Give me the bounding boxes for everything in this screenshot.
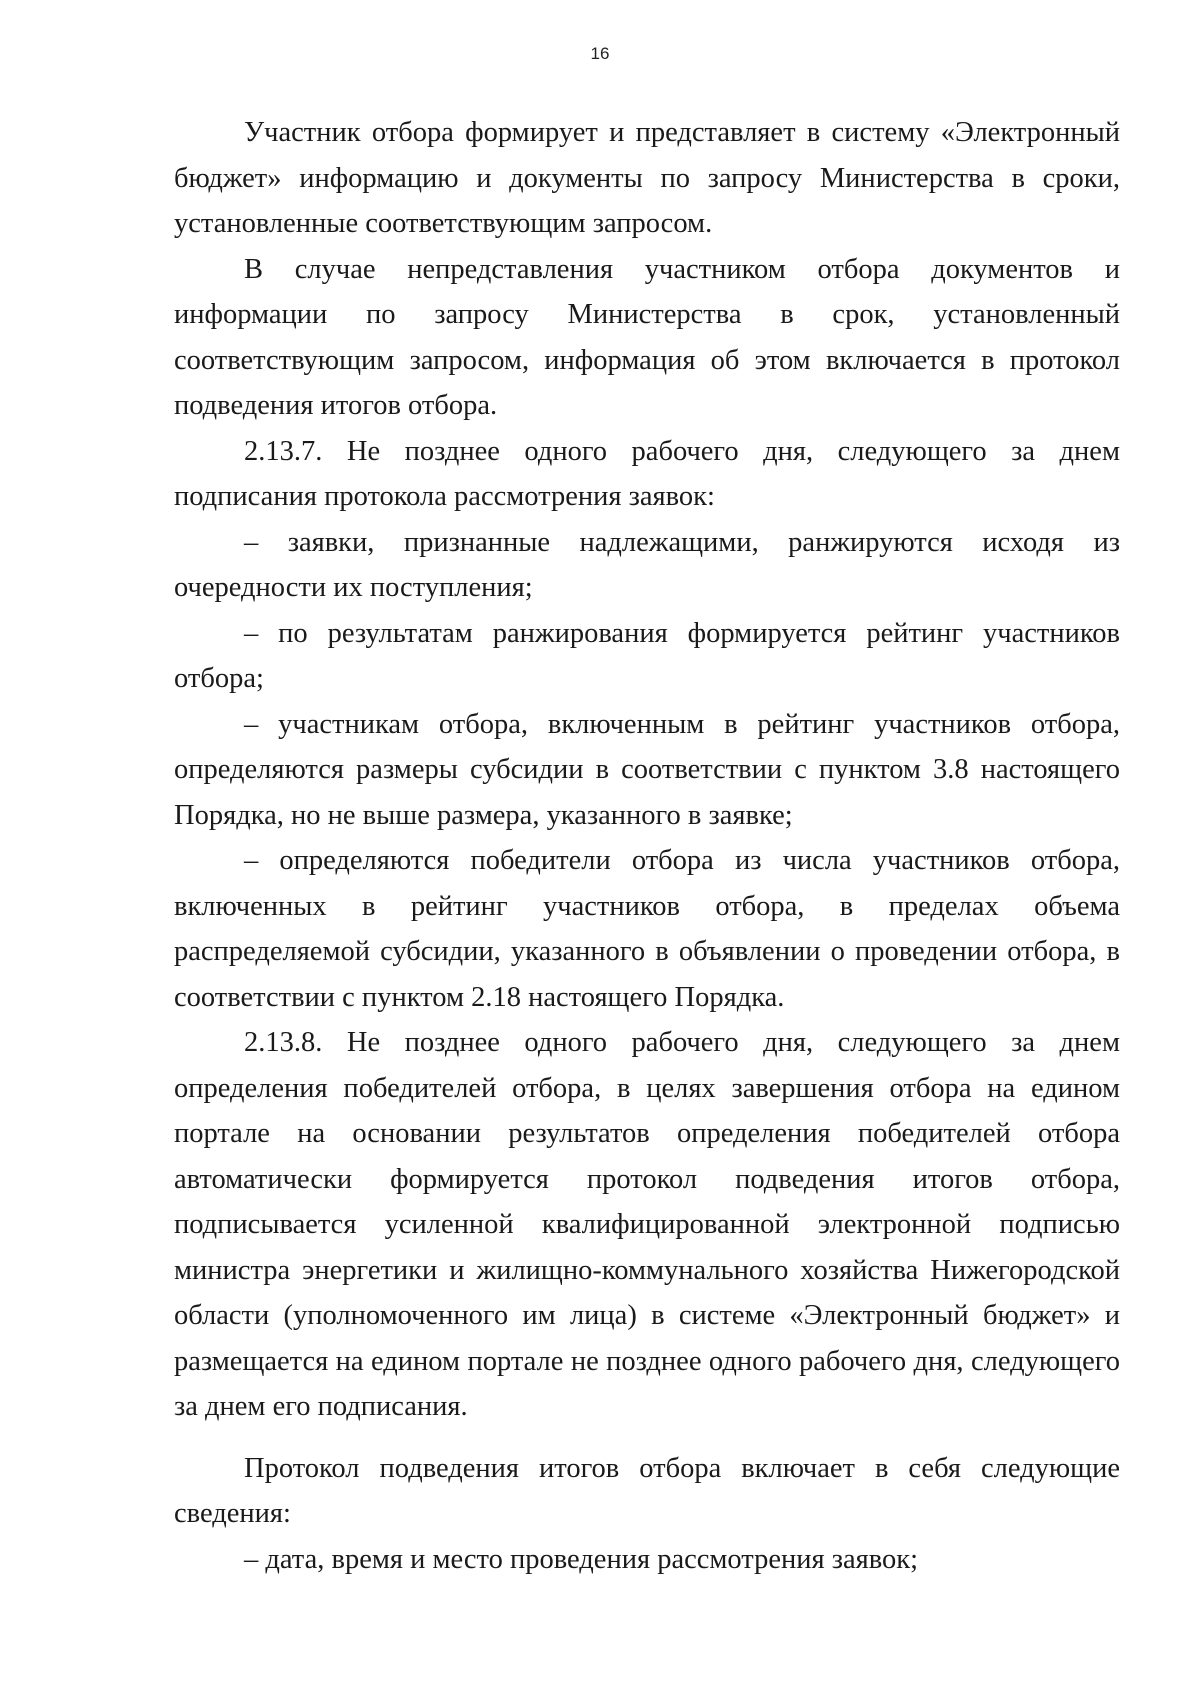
list-item-winners: – определяются победители отбора из числа участников отбора, включенных в рейтинг участников отбора, в пределах объема распределяемой субсидии, указанного в объявлении о проведении отбора, в соответствии с пунктом 2.18 настоящего Порядка. <box>174 845 1120 1013</box>
paragraph-non-submission: В случае непредставления участником отбора документов и информации по запросу Министерства в срок, установленный соответствующим запросом, информация об этом включается в протокол подведения итогов отбора. <box>174 253 1120 421</box>
paragraph-participant-submits: Участник отбора формирует и представляет в систему «Электронный бюджет» информацию и документы по запросу Министерства в сроки, установленные соответствующим запросом. <box>174 117 1120 239</box>
list-item-ranking: – заявки, признанные надлежащими, ранжируются исходя из очередности их поступления; <box>174 526 1120 603</box>
paragraph-2-13-8: 2.13.8. Не позднее одного рабочего дня, следующего за днем определения победителей отбора, в целях завершения отбора на едином портале на основании результатов определения победителей отбора автоматически формируется протокол подведения итогов отбора, подписывается усиленной квалифицированной электронной подписью министра энергетики и жилищно-коммунального хозяйства Нижегородской области (уполномоченного им лица) в системе «Электронный бюджет» и размещается на едином портале не позднее одного рабочего дня, следующего за днем его подписания. <box>174 1027 1120 1422</box>
list-item-subsidy-sizes: – участникам отбора, включенным в рейтинг участников отбора, определяются размеры субсидии в соответствии с пунктом 3.8 настоящего Порядка, но не выше размера, указанного в заявке; <box>174 708 1120 831</box>
list-item-rating: – по результатам ранжирования формируется рейтинг участников отбора; <box>174 617 1120 694</box>
page-number: 16 <box>590 44 610 63</box>
document-body <box>174 110 1120 1582</box>
paragraph-2-13-7: 2.13.7. Не позднее одного рабочего дня, следующего за днем подписания протокола рассмотрения заявок: <box>174 435 1120 512</box>
paragraph-protocol-contents: Протокол подведения итогов отбора включает в себя следующие сведения: <box>174 1452 1120 1529</box>
list-item-date-time-place: – дата, время и место проведения рассмотрения заявок; <box>244 1543 919 1575</box>
